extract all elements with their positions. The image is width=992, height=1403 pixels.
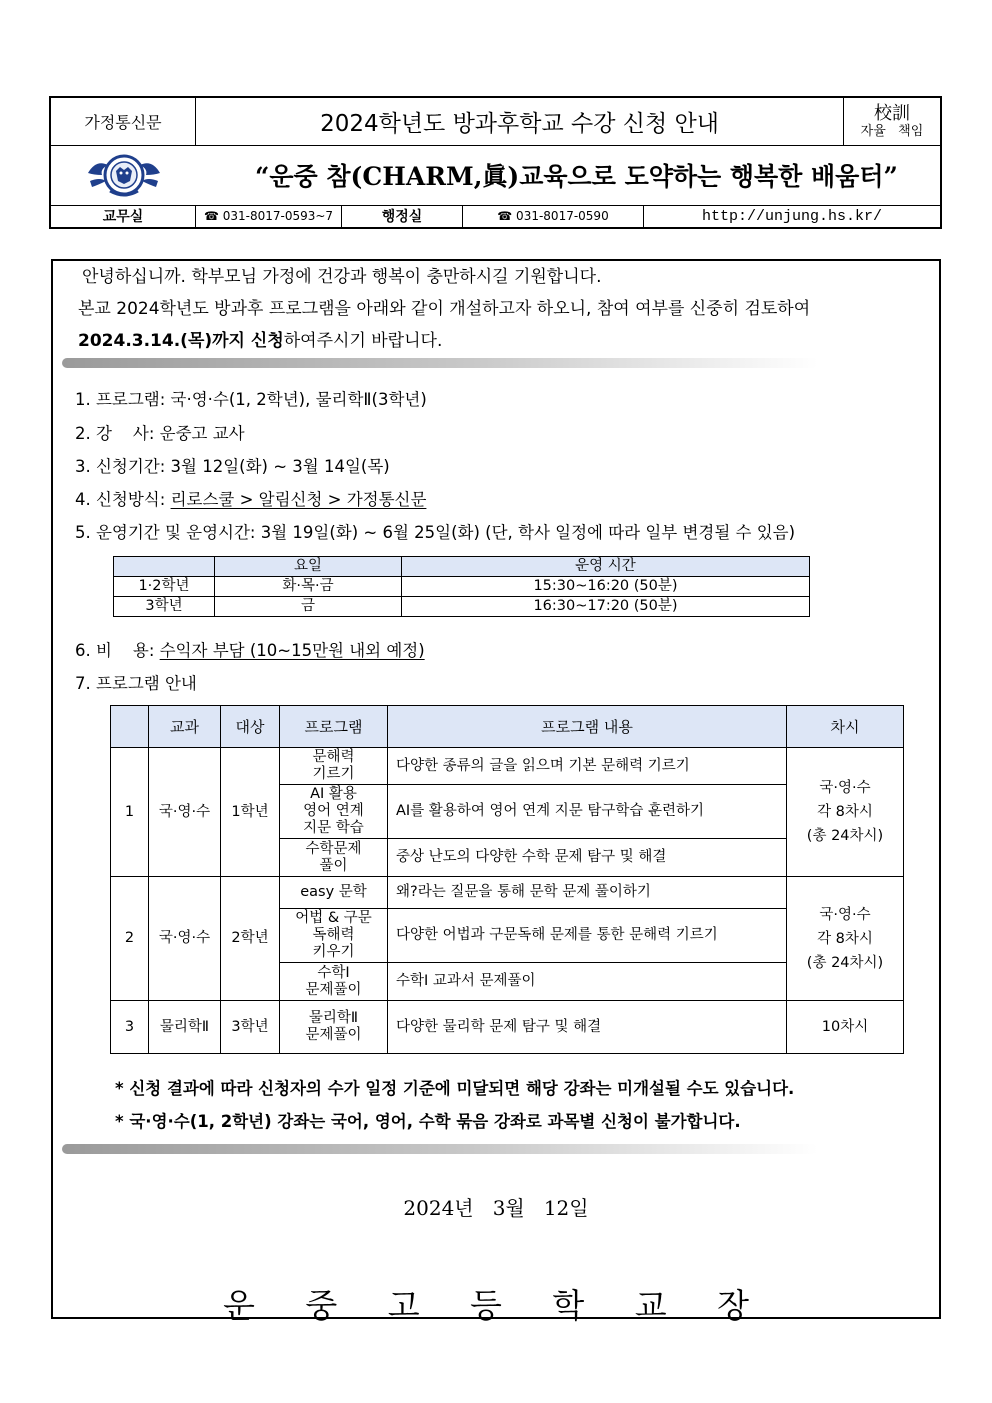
school-emblem-icon (86, 151, 162, 199)
newsletter-header (49, 96, 942, 229)
program-header-no (111, 706, 149, 748)
schedule-cell: 3학년 (114, 597, 215, 617)
program-header-hours: 차시 (787, 706, 904, 748)
program-hours: 10차시 (787, 1001, 904, 1054)
issue-date: 2024년 3월 12일 (403, 1196, 589, 1220)
principal-signature: 운 중 고 등 학 교 장 (222, 1286, 770, 1325)
row-number: 1 (111, 748, 149, 877)
program-name: 물리학Ⅱ 문제풀이 (280, 1001, 388, 1054)
item-method-label: 4. 신청방식: (75, 490, 171, 509)
motto-title: 校訓 (874, 102, 910, 124)
program-table (110, 705, 904, 1054)
row-number: 2 (111, 877, 149, 1001)
program-content: AI를 활용하여 영어 연계 지문 탐구학습 훈련하기 (388, 785, 787, 839)
page-title: 2024학년도 방과후학교 수강 신청 안내 (196, 98, 844, 145)
divider-top (62, 358, 818, 368)
row-subject: 국·영·수 (149, 748, 221, 877)
row-grade: 1학년 (221, 748, 280, 877)
item-instructor: 2. 강 사: 운중고 교사 (75, 424, 245, 443)
office1-phone: ☎ 031-8017-0593~7 (196, 205, 342, 227)
table-row (111, 877, 904, 909)
program-header-subject: 교과 (149, 706, 221, 748)
program-content: 수학Ⅰ 교과서 문제풀이 (388, 963, 787, 1001)
table-row (114, 577, 810, 597)
program-name: 수학Ⅰ 문제풀이 (280, 963, 388, 1001)
school-logo (86, 151, 162, 199)
program-content: 다양한 종류의 글을 읽으며 기본 문해력 기르기 (388, 748, 787, 785)
schedule-header-empty (114, 557, 215, 577)
item-method (75, 486, 426, 510)
table-row (114, 597, 810, 617)
intro-line-3-rest: 하여주시기 바랍니다. (283, 331, 443, 351)
program-content: 중상 난도의 다양한 수학 문제 탐구 및 해결 (388, 839, 787, 877)
schedule-cell: 금 (215, 597, 402, 617)
program-name: easy 문학 (280, 877, 388, 909)
item-cost-label: 6. 비 용: (75, 641, 160, 660)
deadline-text: 2024.3.14.(목)까지 신청 (78, 331, 284, 351)
table-row (111, 1001, 904, 1054)
program-content: 왜?라는 질문을 통해 문학 문제 풀이하기 (388, 877, 787, 909)
office1-label: 교무실 (51, 205, 196, 227)
program-name: 수학문제 풀이 (280, 839, 388, 877)
program-content: 다양한 물리학 문제 탐구 및 해결 (388, 1001, 787, 1054)
schedule-cell: 1·2학년 (114, 577, 215, 597)
program-hours: 국·영·수 각 8차시 (총 24차시) (787, 877, 904, 1001)
item-method-value: 리로스쿨 > 알림신청 > 가정통신문 (170, 490, 427, 509)
schedule-header-day: 요일 (215, 557, 402, 577)
schedule-header-time: 운영 시간 (402, 557, 810, 577)
item-program: 1. 프로그램: 국·영·수(1, 2학년), 물리학Ⅱ(3학년) (75, 390, 427, 409)
program-hours: 국·영·수 각 8차시 (총 24차시) (787, 748, 904, 877)
school-url[interactable]: http://unjung.hs.kr/ (701, 207, 883, 225)
program-header-grade: 대상 (221, 706, 280, 748)
program-content: 다양한 어법과 구문독해 문제를 통한 문해력 기르기 (388, 909, 787, 963)
schedule-table (113, 556, 810, 617)
intro-line-3 (78, 326, 442, 351)
note-2: * 국·영·수(1, 2학년) 강좌는 국어, 영어, 수학 묶음 강좌로 과목별 신청이 불가합니다. (115, 1112, 741, 1131)
program-name: 문해력 기르기 (280, 748, 388, 785)
intro-line-1: 안녕하십니까. 학부모님 가정에 건강과 행복이 충만하시길 기원합니다. (82, 267, 602, 287)
schedule-cell: 16:30~17:20 (50분) (402, 597, 810, 617)
school-motto (844, 98, 940, 145)
table-row (111, 748, 904, 785)
school-slogan: “운중 참(CHARM,眞)교육으로 도약하는 행복한 배움터” (255, 162, 898, 191)
item-program-guide: 7. 프로그램 안내 (75, 674, 197, 693)
schedule-cell: 15:30~16:20 (50분) (402, 577, 810, 597)
row-subject: 물리학Ⅱ (149, 1001, 221, 1054)
row-subject: 국·영·수 (149, 877, 221, 1001)
row-number: 3 (111, 1001, 149, 1054)
item-cost (75, 637, 425, 661)
intro-line-2: 본교 2024학년도 방과후 프로그램을 아래와 같이 개설하고자 하오니, 참여 여부를 신중히 검토하여 (78, 299, 811, 319)
row-grade: 2학년 (221, 877, 280, 1001)
program-name: AI 활용 영어 연계 지문 학습 (280, 785, 388, 839)
program-header-row (111, 706, 904, 748)
divider-bottom (62, 1144, 818, 1154)
program-header-program: 프로그램 (280, 706, 388, 748)
office2-phone: ☎ 031-8017-0590 (463, 205, 644, 227)
item-cost-value: 수익자 부담 (10~15만원 내외 예정) (159, 641, 425, 660)
motto-text: 자율 책임 (860, 123, 924, 139)
newsletter-label: 가정통신문 (51, 98, 196, 145)
row-grade: 3학년 (221, 1001, 280, 1054)
note-1: * 신청 결과에 따라 신청자의 수가 일정 기준에 미달되면 해당 강좌는 미개설될 수도 있습니다. (115, 1079, 795, 1098)
schedule-cell: 화·목·금 (215, 577, 402, 597)
office2-label: 행정실 (342, 205, 463, 227)
item-operation: 5. 운영기간 및 운영시간: 3월 19일(화) ~ 6월 25일(화) (단, 학사 일정에 따라 일부 변경될 수 있음) (75, 523, 796, 542)
schedule-header-row (114, 557, 810, 577)
program-header-content: 프로그램 내용 (388, 706, 787, 748)
program-name: 어법 & 구문 독해력 키우기 (280, 909, 388, 963)
item-period: 3. 신청기간: 3월 12일(화) ~ 3월 14일(목) (75, 457, 390, 476)
